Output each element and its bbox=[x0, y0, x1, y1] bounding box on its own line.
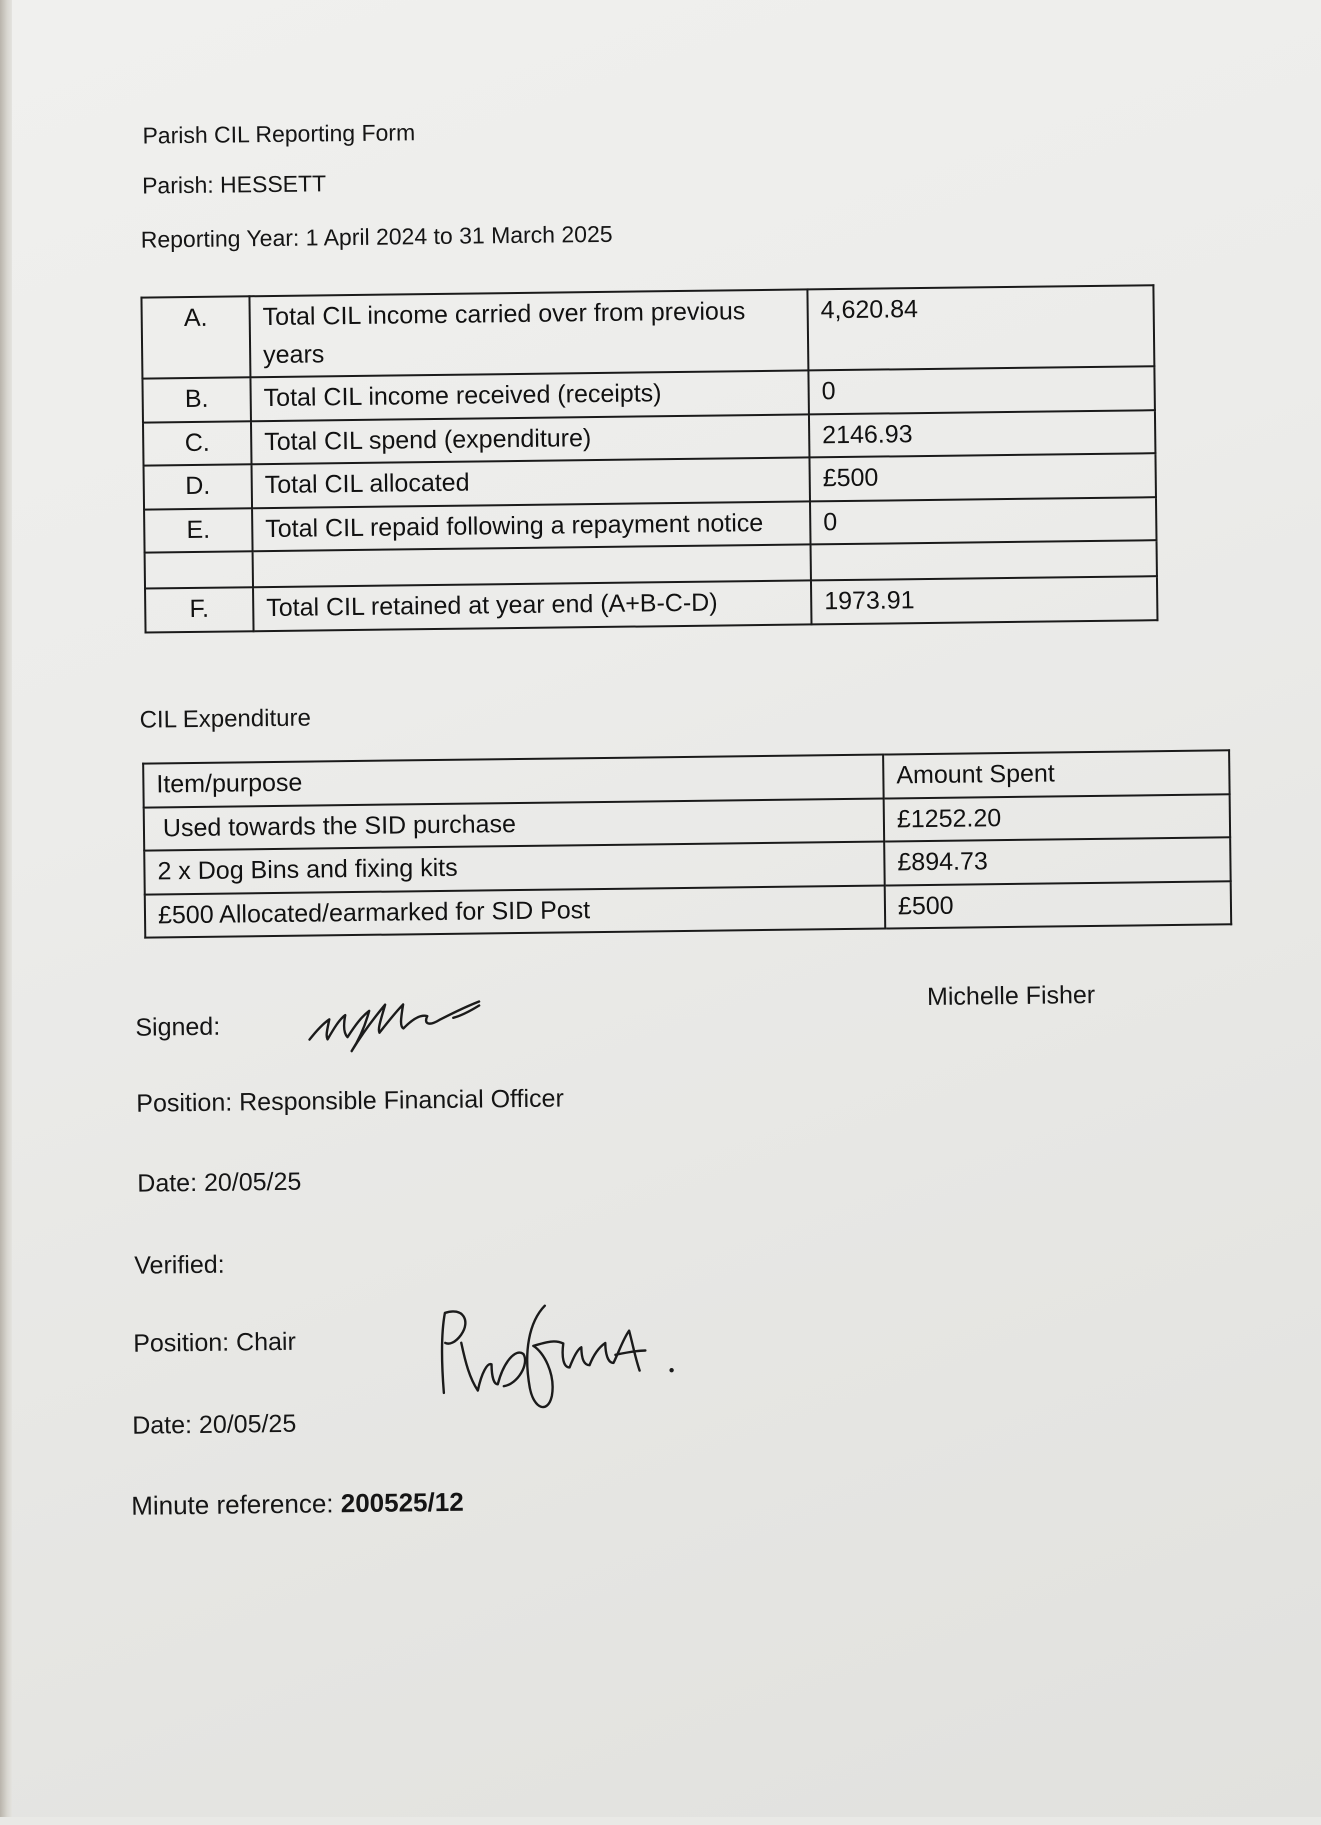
row-value: 4,620.84 bbox=[807, 285, 1154, 370]
row-label: Total CIL income carried over from previous years bbox=[249, 289, 808, 377]
expense-item: £500 Allocated/earmarked for SID Post bbox=[145, 885, 885, 938]
minute-reference-label: Minute reference: bbox=[131, 1488, 341, 1521]
cil-summary-table bbox=[140, 284, 1158, 633]
row-letter: A. bbox=[141, 296, 250, 378]
column-header-amount: Amount Spent bbox=[883, 750, 1230, 798]
table-row bbox=[141, 285, 1154, 378]
minute-reference bbox=[131, 1487, 464, 1522]
row-label: Total CIL spend (expenditure) bbox=[251, 414, 809, 464]
expense-amount: £500 bbox=[885, 881, 1232, 929]
row-label: Total CIL allocated bbox=[252, 457, 810, 507]
row-value: 0 bbox=[810, 497, 1157, 545]
signature-chair bbox=[433, 1290, 705, 1428]
row-label: Total CIL retained at year end (A+B-C-D) bbox=[253, 580, 811, 630]
row-label: Total CIL income received (receipts) bbox=[250, 370, 808, 420]
row-value bbox=[811, 540, 1157, 580]
expense-item: Used towards the SID purchase bbox=[144, 798, 884, 851]
row-letter: B. bbox=[142, 377, 251, 422]
row-letter: C. bbox=[143, 421, 252, 466]
signer-name: Michelle Fisher bbox=[926, 980, 1096, 1012]
row-letter: D. bbox=[144, 464, 253, 509]
row-value: 0 bbox=[808, 366, 1155, 414]
row-value: 2146.93 bbox=[809, 410, 1156, 458]
position-rfo: Position: Responsible Financial Officer bbox=[136, 1084, 564, 1118]
date-signed: Date: 20/05/25 bbox=[137, 1167, 302, 1198]
signature-rfo bbox=[303, 987, 514, 1060]
verified-label: Verified: bbox=[134, 1250, 225, 1280]
date-verified: Date: 20/05/25 bbox=[132, 1409, 297, 1440]
row-value: £500 bbox=[809, 453, 1156, 501]
cil-expenditure-table bbox=[142, 749, 1232, 938]
expenditure-heading: CIL Expenditure bbox=[139, 704, 311, 734]
signed-label: Signed: bbox=[135, 1012, 221, 1042]
row-letter bbox=[145, 551, 253, 588]
row-letter: F. bbox=[145, 587, 254, 632]
parish-name: Parish: HESSETT bbox=[141, 170, 327, 199]
row-value: 1973.91 bbox=[811, 576, 1158, 624]
expense-amount: £1252.20 bbox=[884, 794, 1231, 842]
expense-item: 2 x Dog Bins and fixing kits bbox=[144, 842, 884, 895]
row-letter: E. bbox=[144, 508, 253, 553]
expense-amount: £894.73 bbox=[884, 837, 1231, 885]
minute-reference-value: 200525/12 bbox=[340, 1486, 464, 1519]
reporting-year: Reporting Year: 1 April 2024 to 31 March 2025 bbox=[140, 220, 613, 253]
position-chair: Position: Chair bbox=[133, 1327, 296, 1358]
column-header-item: Item/purpose bbox=[143, 755, 883, 808]
row-label: Total CIL repaid following a repayment notice bbox=[252, 501, 810, 551]
form-title: Parish CIL Reporting Form bbox=[142, 119, 416, 149]
